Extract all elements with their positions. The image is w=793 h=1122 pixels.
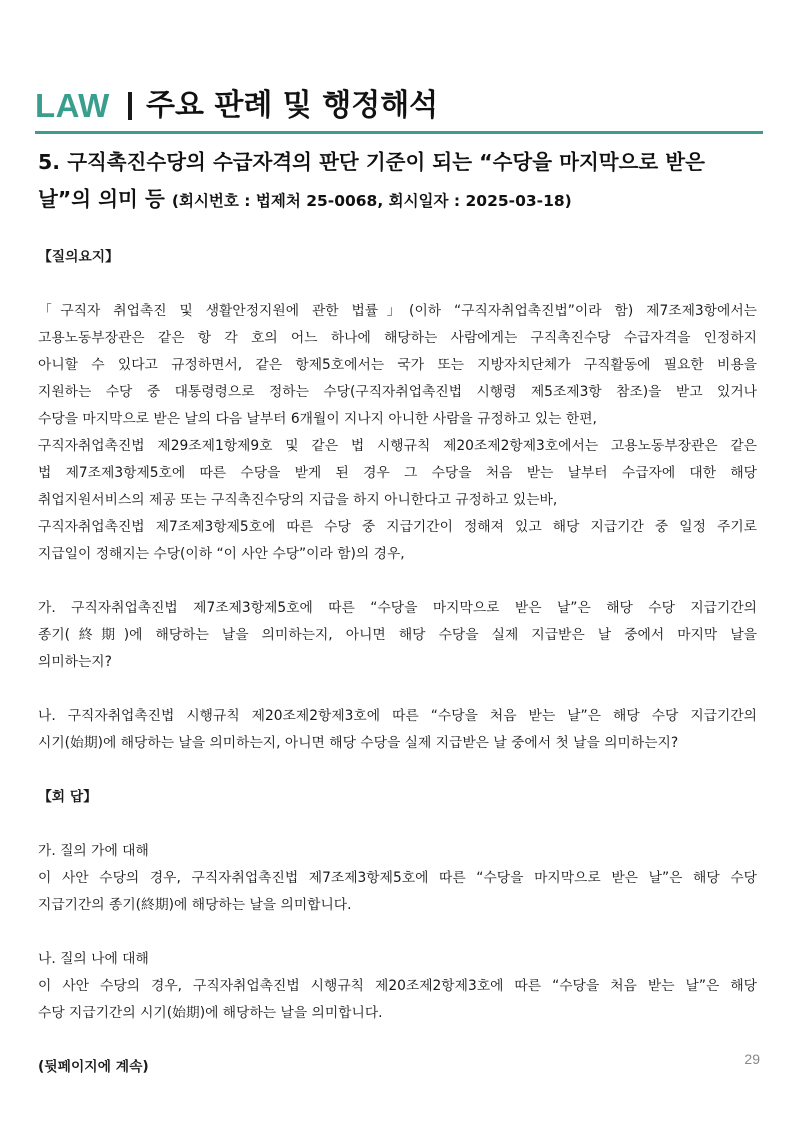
answer-heading: 【회 답】 <box>38 789 98 805</box>
text-line: 법 제7조제3항제5호에 따른 수당을 받게 된 경우 그 수당을 처음 받는 날부터 수급자에 대한 해당 <box>38 465 757 481</box>
article-meta: (회시번호 : 법제처 25-0068, 회시일자 : 2025-03-18) <box>171 192 572 210</box>
text-line: 나. 질의 나에 대해 <box>38 951 149 967</box>
page-number: 29 <box>744 1051 760 1067</box>
text-line: 종기(終期)에 해당하는 날을 의미하는지, 아니면 해당 수당을 실제 지급받은 날 중에서 마지막 날을 <box>38 627 757 643</box>
answer-na <box>38 946 757 1027</box>
question-ga <box>38 595 757 676</box>
text-line: 지급기간의 종기(終期)에 해당하는 날을 의미합니다. <box>38 897 352 913</box>
question-paragraph <box>38 298 757 568</box>
page-header <box>35 84 763 128</box>
header-separator <box>128 92 132 120</box>
text-line: 이 사안 수당의 경우, 구직자취업촉진법 시행규칙 제20조제2항제3호에 따른 “수당을 처음 받는 날”은 해당 <box>38 978 757 994</box>
header-rule <box>35 131 763 134</box>
text-line: 나. 구직자취업촉진법 시행규칙 제20조제2항제3호에 따른 “수당을 처음 받는 날”은 해당 수당 지급기간의 <box>38 708 757 724</box>
question-heading: 【질의요지】 <box>38 249 119 265</box>
text-line: 지원하는 수당 중 대통령령으로 정하는 수당(구직자취업촉진법 시행령 제5조제3항 참조)을 받고 있거나 <box>38 384 757 400</box>
text-line: 「구직자 취업촉진 및 생활안정지원에 관한 법률」(이하 “구직자취업촉진법”이라 함) 제7조제3항에서는 <box>38 303 757 319</box>
text-line: 고용노동부장관은 같은 항 각 호의 어느 하나에 해당하는 사람에게는 구직촉진수당 수급자격을 인정하지 <box>38 330 757 346</box>
text-line: 이 사안 수당의 경우, 구직자취업촉진법 제7조제3항제5호에 따른 “수당을 마지막으로 받은 날”은 해당 수당 <box>38 870 757 886</box>
continued-note: (뒷페이지에 계속) <box>38 1059 149 1075</box>
text-line: 수당을 마지막으로 받은 날의 다음 날부터 6개월이 지나지 아니한 사람을 규정하고 있는 한편, <box>38 411 597 427</box>
article-title-text: 5. 구직촉진수당의 수급자격의 판단 기준이 되는 “수당을 마지막으로 받은 날”의 의미 등 <box>38 150 705 211</box>
text-line: 의미하는지? <box>38 654 112 670</box>
text-line: 구직자취업촉진법 제7조제3항제5호에 따른 수당 중 지급기간이 정해져 있고 해당 지급기간 중 일정 주기로 <box>38 519 757 535</box>
document-body <box>38 244 757 1081</box>
text-line: 수당 지급기간의 시기(始期)에 해당하는 날을 의미합니다. <box>38 1005 383 1021</box>
text-line: 가. 구직자취업촉진법 제7조제3항제5호에 따른 “수당을 마지막으로 받은 날”은 해당 수당 지급기간의 <box>38 600 757 616</box>
text-line: 구직자취업촉진법 제29조제1항제9호 및 같은 법 시행규칙 제20조제2항제3호에서는 고용노동부장관은 같은 <box>38 438 757 454</box>
section-title: 주요 판례 및 행정해석 <box>146 88 439 123</box>
article-title <box>38 144 763 220</box>
text-line: 아니할 수 있다고 규정하면서, 같은 항제5호에서는 국가 또는 지방자치단체가 구직활동에 필요한 비용을 <box>38 357 757 373</box>
brand-label: LAW <box>35 87 110 124</box>
text-line: 가. 질의 가에 대해 <box>38 843 149 859</box>
text-line: 취업지원서비스의 제공 또는 구직촉진수당의 지급을 하지 아니한다고 규정하고 있는바, <box>38 492 558 508</box>
question-na <box>38 703 757 757</box>
text-line: 지급일이 정해지는 수당(이하 “이 사안 수당”이라 함)의 경우, <box>38 546 405 562</box>
answer-ga <box>38 838 757 919</box>
text-line: 시기(始期)에 해당하는 날을 의미하는지, 아니면 해당 수당을 실제 지급받은 날 중에서 첫 날을 의미하는지? <box>38 735 679 751</box>
